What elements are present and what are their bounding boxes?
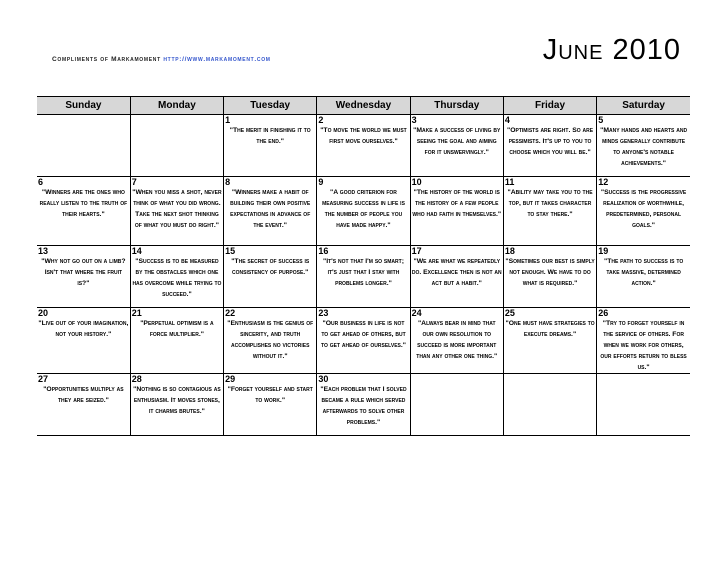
day-quote: "When you miss a shot, never think of what you did wrong. Take the next shot thinking of what you must do right." — [132, 189, 222, 229]
day-number: 3 — [411, 115, 417, 125]
day-number: 1 — [225, 115, 231, 125]
day-cell — [130, 177, 223, 246]
day-number — [37, 115, 130, 116]
day-number: 24 — [411, 308, 422, 318]
day-quote: "Optimists are right. So are pessimists. It's up to you to choose which you will be." — [506, 127, 594, 156]
day-number — [131, 115, 223, 116]
day-number: 23 — [318, 308, 329, 318]
day-number: 10 — [411, 177, 422, 187]
day-cell — [317, 115, 410, 177]
day-cell — [503, 115, 596, 177]
day-cell — [130, 115, 223, 177]
day-cell — [317, 177, 410, 246]
weekday-header: Friday — [503, 97, 596, 115]
day-number: 6 — [38, 177, 44, 187]
weekday-header: Saturday — [597, 97, 690, 115]
day-cell — [37, 115, 130, 177]
weekday-header: Wednesday — [317, 97, 410, 115]
day-number: 19 — [598, 246, 609, 256]
day-quote: "Forget yourself and start to work." — [227, 386, 313, 404]
day-cell — [224, 246, 317, 308]
day-quote: "Many hands and hearts and minds generally contribute to anyone's notable achievements." — [600, 127, 688, 167]
day-number: 14 — [131, 246, 142, 256]
day-quote: "To move the world we must first move ourselves." — [320, 127, 407, 145]
day-quote: "Ability may take you to the top, but it takes character to stay there." — [507, 189, 593, 218]
day-number: 8 — [225, 177, 231, 187]
day-number: 15 — [225, 246, 236, 256]
day-cell — [37, 308, 130, 374]
day-number: 22 — [225, 308, 236, 318]
day-quote: "Perpetual optimism is a force multiplier." — [140, 320, 214, 338]
week-row — [37, 115, 690, 177]
day-number: 2 — [318, 115, 324, 125]
day-number: 17 — [411, 246, 422, 256]
day-quote: "The path to success is to take massive, determined action." — [603, 258, 684, 287]
day-cell — [37, 177, 130, 246]
day-cell — [410, 374, 503, 436]
day-number: 21 — [131, 308, 142, 318]
day-quote: "The merit in finishing it to the end." — [229, 127, 311, 145]
day-cell — [37, 374, 130, 436]
day-cell — [130, 374, 223, 436]
day-cell — [597, 374, 690, 436]
day-quote: "Why not go out on a limb? Isn't that where the fruit is?" — [41, 258, 126, 287]
credit-line — [52, 56, 271, 63]
week-row — [37, 308, 690, 374]
day-cell — [597, 115, 690, 177]
day-cell — [410, 177, 503, 246]
day-quote: "Always bear in mind that our own resolution to succeed is more important than any other one thing." — [416, 320, 498, 360]
day-cell — [130, 246, 223, 308]
day-cell — [503, 177, 596, 246]
day-number: 20 — [38, 308, 49, 318]
day-number: 25 — [504, 308, 515, 318]
day-quote: "The secret of success is consistency of purpose." — [231, 258, 310, 276]
day-number: 18 — [504, 246, 515, 256]
day-number: 16 — [318, 246, 329, 256]
page-title: June 2010 — [542, 34, 681, 66]
day-cell — [597, 246, 690, 308]
day-quote: "It's not that I'm so smart; it's just that I stay with problems longer." — [322, 258, 404, 287]
day-quote: "We are what we repeatedly do. Excellence then is not an act but a habit." — [411, 258, 502, 287]
day-number: 7 — [131, 177, 137, 187]
day-number — [411, 374, 503, 375]
day-cell — [317, 246, 410, 308]
day-quote: "Success is the progressive realization of worthwhile, predetermined, personal goals." — [600, 189, 687, 229]
weekday-header: Tuesday — [224, 97, 317, 115]
day-quote: "A good criterion for measuring success in life is the number of people you have made happy." — [322, 189, 405, 229]
day-cell — [224, 115, 317, 177]
day-cell — [224, 177, 317, 246]
day-number: 26 — [598, 308, 609, 318]
day-number: 29 — [225, 374, 236, 384]
week-row — [37, 177, 690, 246]
day-quote: "Each problem that I solved became a rule which served afterwards to solve other problems." — [320, 386, 407, 426]
day-number: 28 — [131, 374, 142, 384]
day-number — [597, 374, 690, 375]
day-quote: "One must have strategies to execute dreams." — [505, 320, 595, 338]
day-number: 13 — [38, 246, 49, 256]
day-cell — [597, 177, 690, 246]
weekday-header: Monday — [130, 97, 223, 115]
day-quote: "Make a success of living by seeing the goal and aiming for it unswervingly." — [413, 127, 501, 156]
day-quote: "Success is to be measured by the obstacles which one has overcome while trying to succeed." — [132, 258, 222, 298]
day-cell — [224, 308, 317, 374]
credit-text: Compliments of Markamoment — [52, 56, 161, 63]
day-number: 5 — [598, 115, 604, 125]
day-quote: "Winners are the ones who really listen to the truth of their hearts." — [39, 189, 128, 218]
day-number: 4 — [504, 115, 510, 125]
day-quote: "The history of the world is the history of a few people who had faith in themselves." — [412, 189, 502, 218]
weekday-header: Thursday — [410, 97, 503, 115]
credit-url-link[interactable]: http://www.markamoment.com — [163, 56, 271, 63]
day-quote: "Sometimes our best is simply not enough. We have to do what is required." — [505, 258, 595, 287]
day-quote: "Try to forget yourself in the service of others. For when we work for others, our efforts return to bless us." — [600, 320, 687, 371]
day-cell — [503, 246, 596, 308]
day-quote: "Winners make a habit of building their own positive expectations in advance of the event." — [230, 189, 311, 229]
weekday-header: Sunday — [37, 97, 130, 115]
week-row — [37, 374, 690, 436]
weekday-header-row — [37, 97, 690, 115]
day-quote: "Our business in life is not to get ahead of others, but to get ahead of ourselves." — [320, 320, 406, 349]
day-cell — [503, 308, 596, 374]
day-quote: "Nothing is so contagious as enthusiasm. It moves stones, it charms brutes." — [133, 386, 221, 415]
day-cell — [597, 308, 690, 374]
day-quote: "Opportunities multiply as they are seized." — [43, 386, 124, 404]
calendar-grid — [37, 96, 690, 436]
day-cell — [503, 374, 596, 436]
day-number: 27 — [38, 374, 49, 384]
day-cell — [410, 246, 503, 308]
day-number: 9 — [318, 177, 324, 187]
day-cell — [410, 308, 503, 374]
day-cell — [224, 374, 317, 436]
day-cell — [317, 308, 410, 374]
day-cell — [130, 308, 223, 374]
day-number — [504, 374, 596, 375]
day-cell — [37, 246, 130, 308]
day-number: 30 — [318, 374, 329, 384]
day-cell — [410, 115, 503, 177]
day-quote: "Enthusiasm is the genius of sincerity, and truth accomplishes no victories without it." — [227, 320, 314, 360]
week-row — [37, 246, 690, 308]
day-number: 11 — [504, 177, 515, 187]
day-number: 12 — [598, 177, 609, 187]
day-quote: "Live out of your imagination, not your history." — [38, 320, 129, 338]
day-cell — [317, 374, 410, 436]
